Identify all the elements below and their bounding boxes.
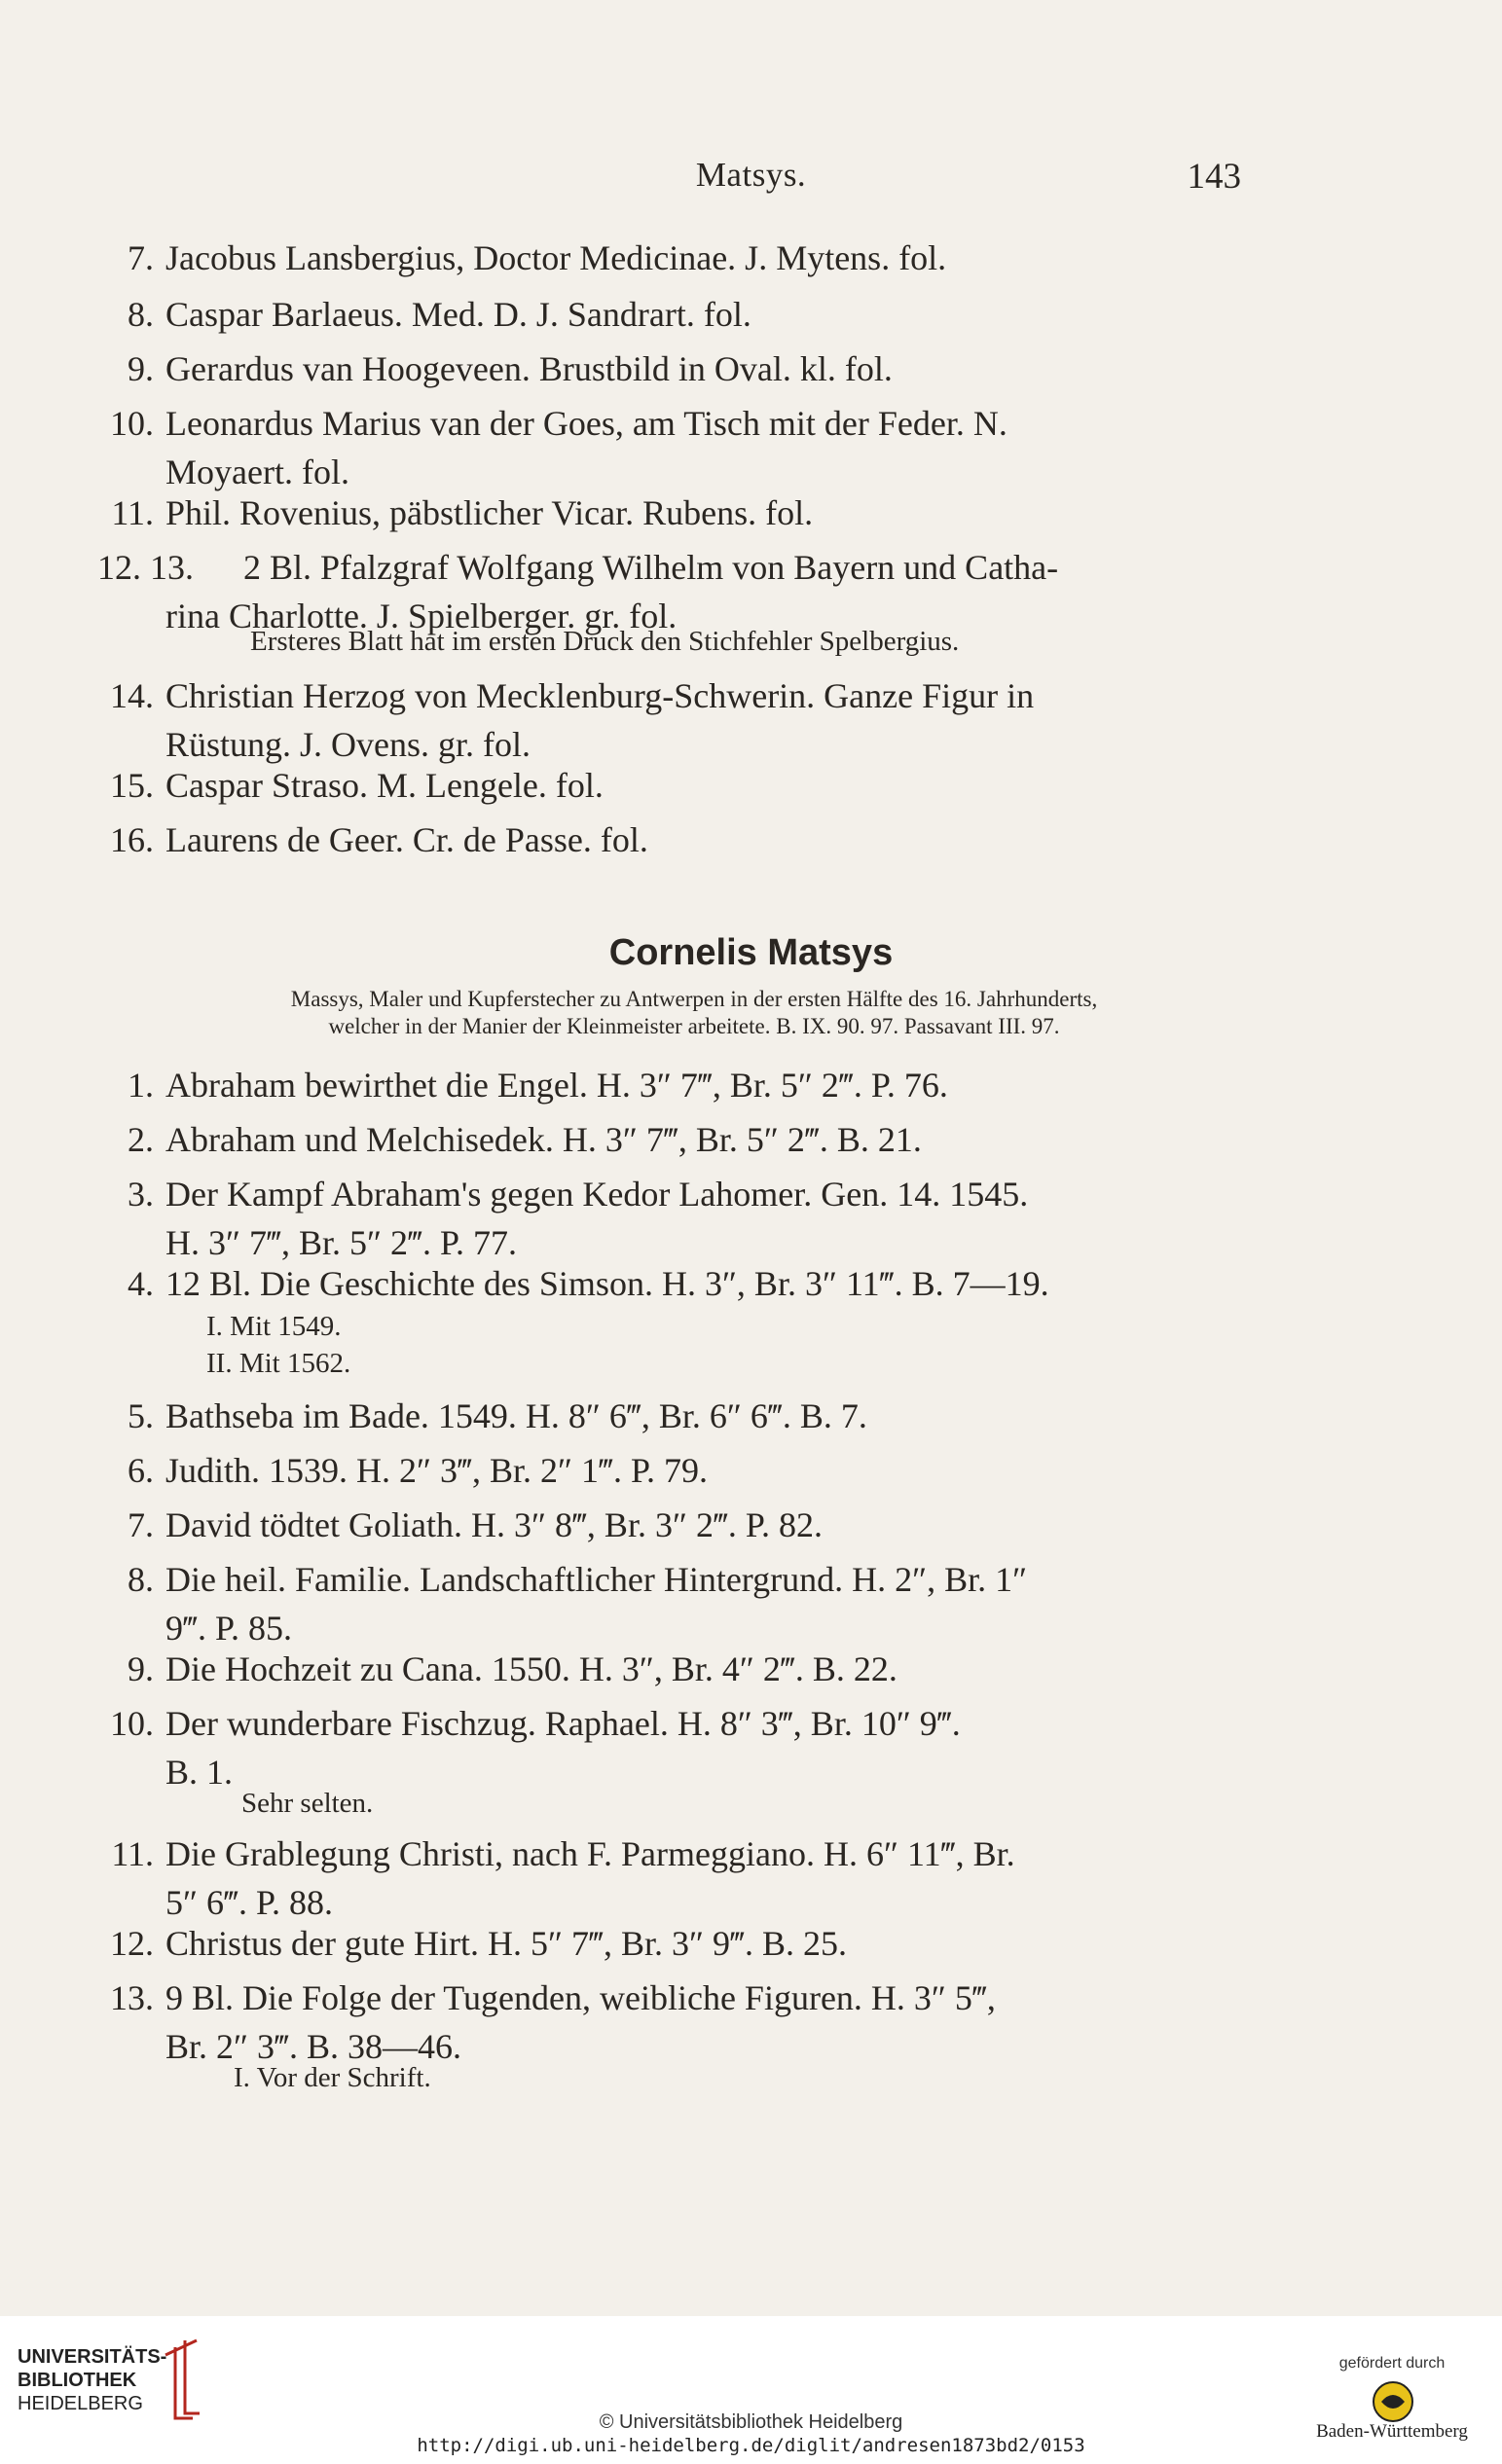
item-text: Der wunderbare Fischzug. Raphael. H. 8″ 3‴, Br. 10″ 9‴. [165,1704,961,1743]
list-item [110,761,1236,810]
list-item [110,399,1236,496]
library-logo[interactable]: UNIVERSITÄTS- BIBLIOTHEK HEIDELBERG [18,2346,167,2414]
item-text: Abraham bewirthet die Engel. H. 3″ 7‴, Br. 5″ 2‴. P. 76. [165,1066,948,1105]
state-seal-icon [1370,2378,1416,2425]
item-number: 14. [110,676,154,715]
repository-footer [0,2316,1502,2464]
copyright-notice: © Universitätsbibliothek Heidelberg [599,2411,903,2433]
list-item [128,1645,1236,1693]
item-text: Christian Herzog von Mecklenburg-Schwerin. Ganze Figur in [165,676,1035,715]
item-text: Die heil. Familie. Landschaftlicher Hintergrund. H. 2″, Br. 1″ [165,1560,1028,1599]
item-text: Der Kampf Abraham's gegen Kedor Lahomer. Gen. 14. 1545. [165,1175,1029,1214]
sponsor-name: Baden-Württemberg [1316,2421,1468,2442]
item-number: 6. [128,1451,154,1490]
item-number: 8. [128,1560,154,1599]
item-text: Caspar Barlaeus. Med. D. J. Sandrart. fol. [165,295,751,334]
item-number: 5. [128,1396,154,1435]
list-item [111,1830,1236,1927]
item-text: Leonardus Marius van der Goes, am Tisch mit der Feder. N. [165,404,1007,443]
list-item [110,671,1236,769]
list-item [128,1061,1236,1109]
item-text-continued: Rüstung. J. Ovens. gr. fol. [165,725,531,764]
sponsor-label: gefördert durch [1338,2355,1446,2372]
item-number: 13. [110,1978,154,2017]
item-number: 16. [110,820,154,859]
list-item [111,489,1236,537]
item-number: 15. [110,766,154,805]
item-number: 2. [128,1120,154,1159]
item-number: 9. [128,1649,154,1688]
list-item [128,234,1236,282]
item-number: 10. [110,404,154,443]
item-text-continued: 9‴. P. 85. [165,1609,293,1648]
item-number: 1. [128,1066,154,1105]
item-number: 10. [110,1704,154,1743]
item-text-continued: rina Charlotte. J. Spielberger. gr. fol. [165,597,678,635]
list-item [110,815,1236,864]
list-item [128,1170,1236,1267]
item-text: Abraham und Melchisedek. H. 3″ 7‴, Br. 5″ 2‴. B. 21. [165,1120,922,1159]
section-intro: Massys, Maler und Kupferstecher zu Antwerpen in der ersten Hälfte des 16. Jahrhunderts, [290,987,1098,1011]
item-text: Die Hochzeit zu Cana. 1550. H. 3″, Br. 4″ 2‴. B. 22. [165,1649,898,1688]
sponsor-block[interactable] [1304,2355,1480,2443]
item-text: Phil. Rovenius, päbstlicher Vicar. Rubens. fol. [165,493,814,532]
item-number: 8. [128,295,154,334]
section-heading: Cornelis Matsys [608,932,894,973]
item-number: 9. [128,349,154,388]
item-text: Caspar Straso. M. Lengele. fol. [165,766,604,805]
item-number: 4. [128,1264,154,1303]
footnote: Ersteres Blatt hat im ersten Druck den Stichfehler Spelbergius. [250,626,960,657]
permalink[interactable]: http://digi.ub.uni-heidelberg.de/diglit/andresen1873bd2/0153 [417,2435,1085,2456]
item-number: 7. [128,1505,154,1544]
list-item [110,1974,1236,2071]
list-item [128,1115,1236,1164]
item-text: Gerardus van Hoogeveen. Brustbild in Oval. kl. fol. [165,349,893,388]
item-text: Christus der gute Hirt. H. 5″ 7‴, Br. 3″ 9‴. B. 25. [165,1924,847,1963]
list-item [128,290,1236,339]
item-number: 12. 13. [97,548,194,587]
footnote: II. Mit 1562. [206,1348,351,1379]
item-number: 11. [111,1834,154,1873]
footnote: I. Vor der Schrift. [234,2062,431,2093]
page-number: 143 [1187,157,1241,197]
item-text-continued: Moyaert. fol. [165,453,349,491]
item-text-continued: 5″ 6‴. P. 88. [165,1883,334,1922]
list-item [128,1446,1236,1495]
list-item [128,1259,1236,1308]
section-intro-continued: welcher in der Manier der Kleinmeister arbeitete. B. IX. 90. 97. Passavant III. 97. [328,1014,1060,1038]
list-item [128,344,1236,393]
item-text: Judith. 1539. H. 2″ 3‴, Br. 2″ 1‴. P. 79. [165,1451,709,1490]
list-item [110,1699,1236,1796]
item-text: 12 Bl. Die Geschichte des Simson. H. 3″, Br. 3″ 11‴. B. 7—19. [165,1264,1049,1303]
library-mark-icon [146,2336,204,2423]
item-number: 11. [111,493,154,532]
item-number: 12. [110,1924,154,1963]
item-text: 2 Bl. Pfalzgraf Wolfgang Wilhelm von Bayern und Catha- [243,548,1059,587]
item-text: David tödtet Goliath. H. 3″ 8‴, Br. 3″ 2‴. P. 82. [165,1505,823,1544]
item-text: Laurens de Geer. Cr. de Passe. fol. [165,820,648,859]
item-text-continued: H. 3″ 7‴, Br. 5″ 2‴. P. 77. [165,1223,518,1262]
list-item [128,1392,1236,1440]
list-item [128,1501,1236,1549]
list-item [110,1919,1236,1968]
list-item [128,1555,1236,1652]
item-text: 9 Bl. Die Folge der Tugenden, weibliche Figuren. H. 3″ 5‴, [165,1978,996,2017]
item-text-continued: B. 1. [165,1753,234,1792]
item-text: Die Grablegung Christi, nach F. Parmeggiano. H. 6″ 11‴, Br. [165,1834,1015,1873]
item-number: 3. [128,1175,154,1214]
item-text-continued: Br. 2″ 3‴. B. 38—46. [165,2027,462,2066]
running-head: Matsys. [695,156,807,194]
footnote: Sehr selten. [241,1788,374,1819]
item-text: Jacobus Lansbergius, Doctor Medicinae. J. Mytens. fol. [165,238,947,277]
footnote: I. Mit 1549. [206,1311,342,1342]
item-number: 7. [128,238,154,277]
item-text: Bathseba im Bade. 1549. H. 8″ 6‴, Br. 6″ 6‴. B. 7. [165,1396,867,1435]
